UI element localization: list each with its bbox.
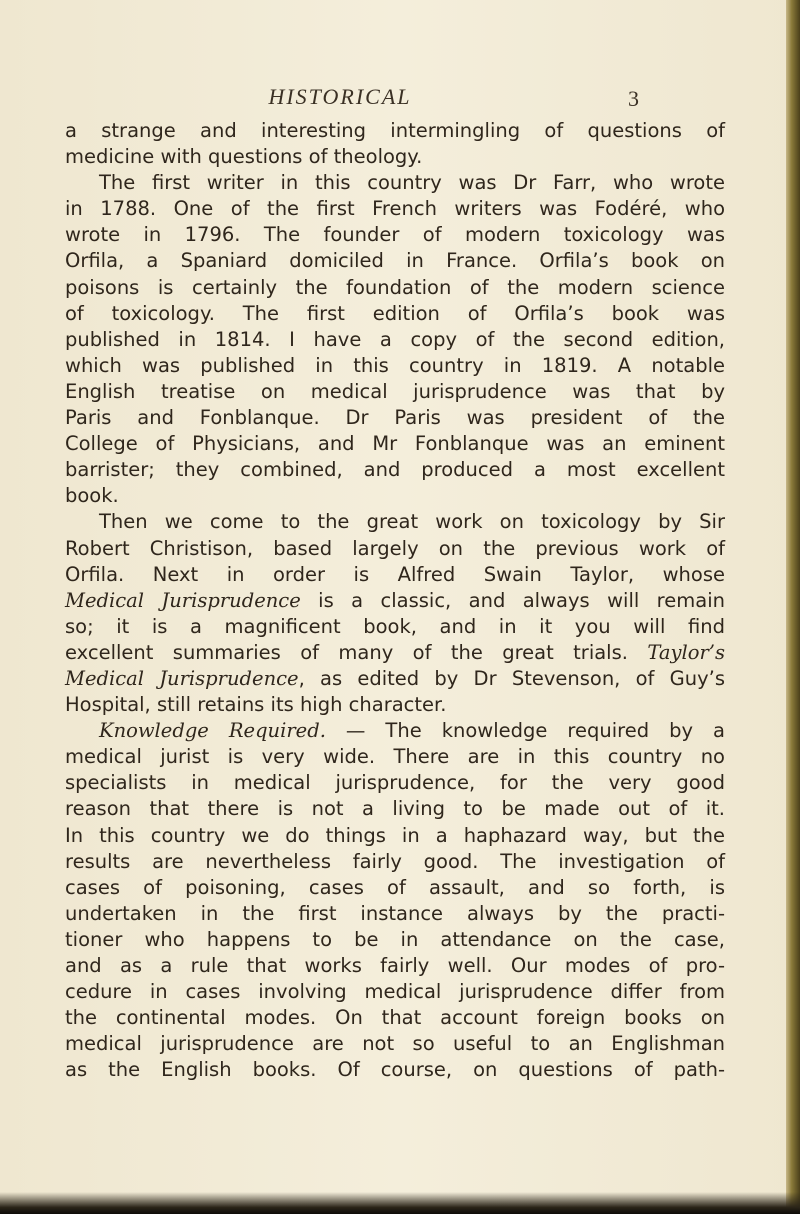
text-line: the continental modes. On that account foreign books on — [65, 1006, 725, 1030]
text-line: as the English books. Of course, on questions of path- — [65, 1058, 725, 1082]
text-line: and as a rule that works fairly well. Our modes of pro- — [65, 954, 725, 977]
text-line: book. — [65, 484, 119, 508]
book-spine-edge — [786, 0, 800, 1214]
text-line: Then we come to the great work on toxicology by Sir — [99, 510, 725, 534]
text-line: The first writer in this country was Dr Farr, who wrote — [99, 171, 725, 195]
text-line: cedure in cases involving medical jurisprudence differ from — [65, 980, 725, 1004]
body-text — [65, 118, 725, 1083]
text-line: College of Physicians, and Mr Fonblanque was an eminent — [65, 432, 725, 456]
text-line: English treatise on medical jurisprudence was that by — [65, 379, 725, 403]
text-line: poisons is certainly the foundation of the modern science — [65, 275, 725, 299]
text-line: specialists in medical jurisprudence, for the very good — [65, 771, 725, 795]
text-line: Paris and Fonblanque. Dr Paris was president of the — [65, 406, 725, 430]
text-line: medical jurisprudence are not so useful to an Englishman — [65, 1032, 725, 1056]
text-line: in 1788. One of the first French writers was Fodéré, who — [65, 197, 725, 221]
text-line — [65, 588, 725, 614]
text-line: Orfila. Next in order is Alfred Swain Taylor, whose — [65, 562, 725, 586]
book-title-italic: Medical Jurisprudence — [65, 666, 299, 690]
text-line: reason that there is not a living to be made out of it. — [65, 797, 725, 821]
text-line-rest: , as edited by Dr Stevenson, of Guy’s — [298, 666, 725, 690]
text-line — [65, 666, 725, 692]
text-line-rest: is a classic, and always will remain — [300, 588, 725, 612]
text-line: results are nevertheless fairly good. The investigation of — [65, 849, 725, 873]
text-line: medicine with questions of theology. — [65, 145, 423, 169]
book-title-italic: Taylor’s — [647, 640, 725, 664]
text-line-pre: excellent summaries of many of the great trials. — [65, 640, 648, 664]
text-line: In this country we do things in a haphazard way, but the — [65, 823, 725, 847]
text-line — [65, 718, 725, 744]
text-line: Orfila, a Spaniard domiciled in France. Orfila’s book on — [65, 249, 725, 273]
page-number: 3 — [628, 86, 639, 111]
running-title: HISTORICAL — [268, 84, 412, 109]
text-line: barrister; they combined, and produced a most excellent — [65, 458, 725, 482]
text-line: tioner who happens to be in attendance on the case, — [65, 927, 725, 951]
text-line — [65, 640, 725, 666]
text-line: so; it is a magnificent book, and in it you will find — [65, 614, 725, 638]
text-line: Robert Christison, based largely on the previous work of — [65, 536, 725, 560]
text-line: of toxicology. The first edition of Orfila’s book was — [65, 301, 725, 325]
text-line: which was published in this country in 1819. A notable — [65, 353, 725, 377]
text-line: published in 1814. I have a copy of the second edition, — [65, 327, 725, 351]
text-line: wrote in 1796. The founder of modern toxicology was — [65, 223, 725, 247]
book-title-italic: Medical Jurisprudence — [65, 588, 301, 612]
text-line: Hospital, still retains its high character. — [65, 693, 447, 717]
text-line-rest: — The knowledge required by a — [325, 719, 725, 743]
text-line: cases of poisoning, cases of assault, and so forth, is — [65, 875, 725, 899]
text-line: medical jurist is very wide. There are in this country no — [65, 745, 725, 769]
page-bottom-shadow — [0, 1192, 800, 1214]
text-line: undertaken in the first instance always by the practi- — [65, 901, 725, 925]
section-heading-italic: Knowledge Required. — [99, 719, 326, 743]
text-line: a strange and interesting intermingling of questions of — [65, 119, 725, 142]
